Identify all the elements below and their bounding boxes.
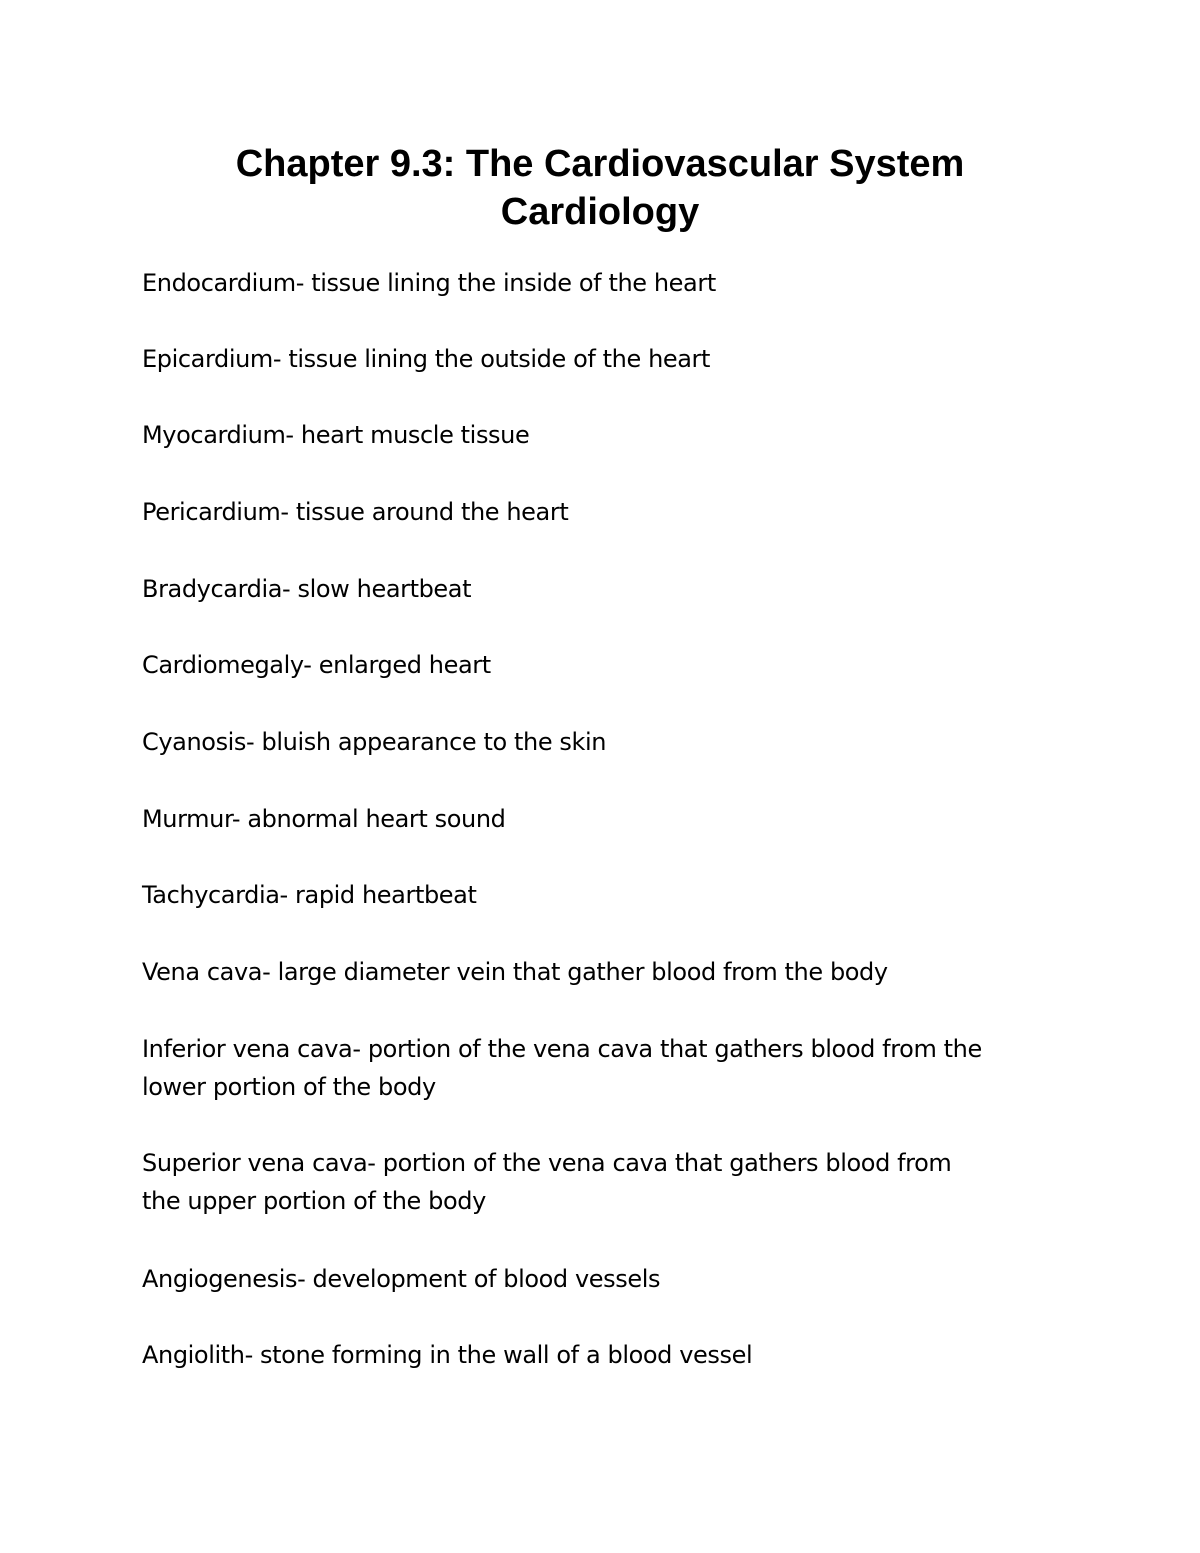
term-entry: Angiolith- stone forming in the wall of a blood vessel (142, 1341, 753, 1369)
term-entry: Murmur- abnormal heart sound (142, 805, 506, 833)
term-entry: Cyanosis- bluish appearance to the skin (142, 728, 607, 756)
term-entry: Bradycardia- slow heartbeat (142, 575, 472, 603)
term-entry: Vena cava- large diameter vein that gather blood from the body (142, 958, 888, 986)
term-entry: Myocardium- heart muscle tissue (142, 421, 530, 449)
term-entry: Epicardium- tissue lining the outside of the heart (142, 345, 711, 373)
term-entry: Tachycardia- rapid heartbeat (142, 881, 477, 909)
document-title: Chapter 9.3: The Cardiovascular System (235, 143, 965, 185)
term-entry: Endocardium- tissue lining the inside of the heart (142, 269, 716, 297)
term-entry: Superior vena cava- portion of the vena cava that gathers blood from (142, 1149, 952, 1177)
term-entry: Angiogenesis- development of blood vessels (142, 1265, 661, 1293)
term-entry: Cardiomegaly- enlarged heart (142, 651, 491, 679)
term-entry-continuation: the upper portion of the body (142, 1187, 486, 1215)
term-entry: Pericardium- tissue around the heart (142, 498, 569, 526)
term-entry-continuation: lower portion of the body (142, 1073, 436, 1101)
term-entry: Inferior vena cava- portion of the vena cava that gathers blood from the (142, 1035, 982, 1063)
document-subtitle: Cardiology (500, 191, 700, 233)
